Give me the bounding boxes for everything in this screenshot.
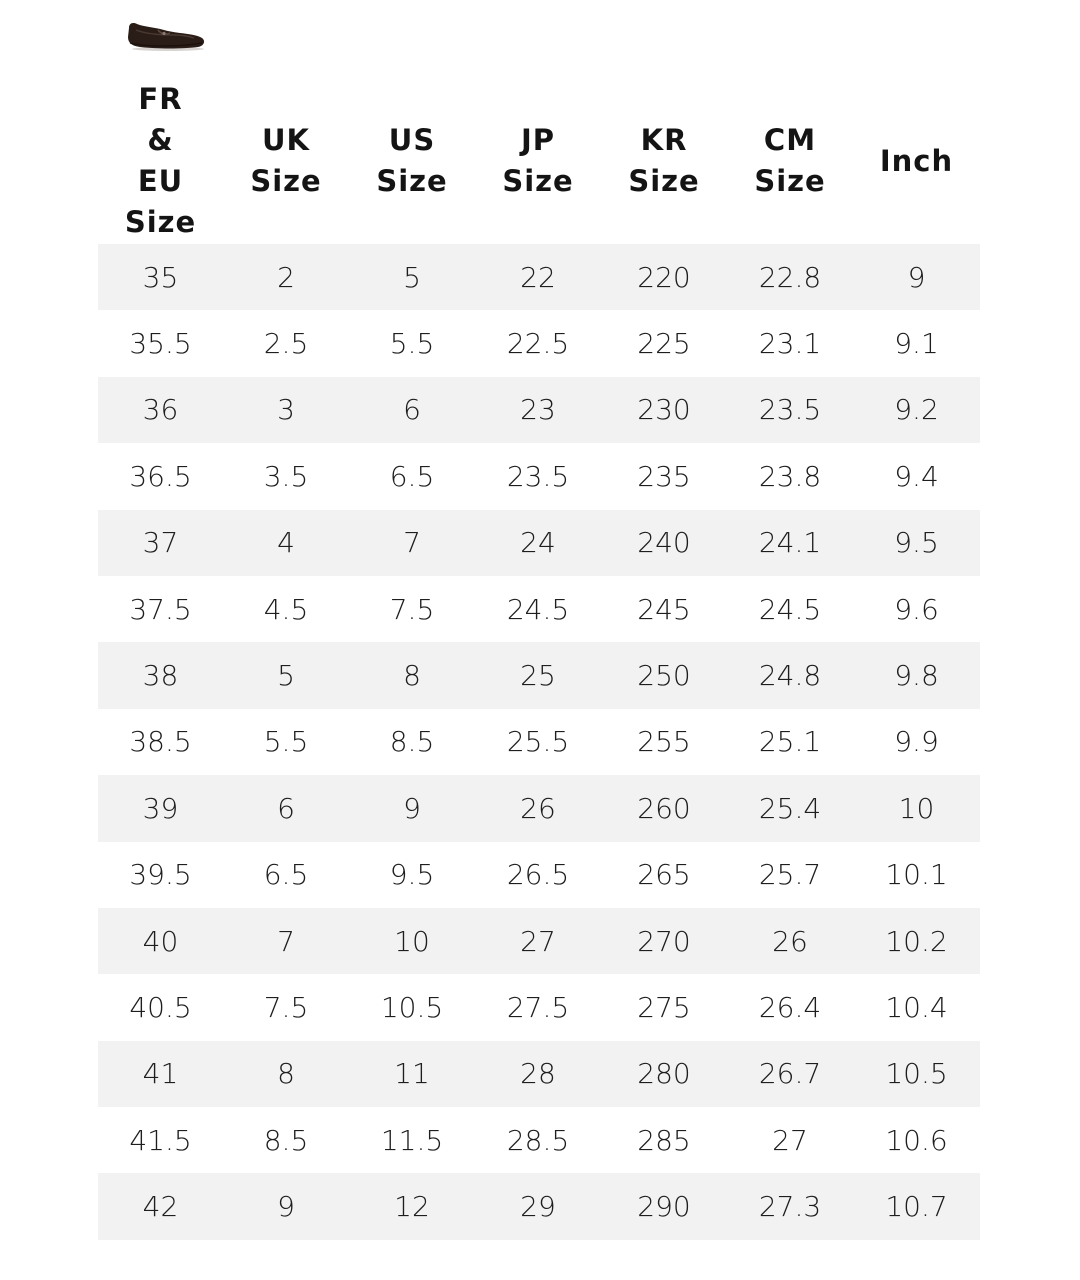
- jp-size-cell: 28: [475, 1041, 601, 1107]
- uk-size-cell: 7.5: [223, 974, 349, 1040]
- cm-size-cell: 25.4: [727, 775, 853, 841]
- size-chart-header: [98, 78, 980, 244]
- kr-size-cell: 260: [601, 775, 727, 841]
- uk-size-cell: 4: [223, 510, 349, 576]
- us-size-cell: 5: [349, 244, 475, 310]
- inch-cell: 10.5: [853, 1041, 980, 1107]
- jp-size-header: JP Size: [502, 123, 574, 198]
- uk-size-cell: 7: [223, 908, 349, 974]
- us-size-header: US Size: [376, 123, 448, 198]
- jp-size-cell: 27: [475, 908, 601, 974]
- cm-size-header: CM Size: [754, 123, 826, 198]
- jp-size-cell: 22.5: [475, 310, 601, 376]
- cm-size-cell: 24.5: [727, 576, 853, 642]
- cm-size-cell: 23.5: [727, 377, 853, 443]
- table-row: [98, 443, 980, 509]
- us-size-cell: 8: [349, 642, 475, 708]
- uk-size-cell: 9: [223, 1173, 349, 1239]
- us-size-cell: 10.5: [349, 974, 475, 1040]
- jp-size-cell: 24: [475, 510, 601, 576]
- table-row: [98, 974, 980, 1040]
- us-size-cell: 7: [349, 510, 475, 576]
- us-size-cell: 8.5: [349, 709, 475, 775]
- inch-cell: 9: [853, 244, 980, 310]
- inch-header: Inch: [879, 143, 954, 178]
- inch-cell: 9.4: [853, 443, 980, 509]
- us-size-cell: 11: [349, 1041, 475, 1107]
- fr-eu-size-cell: 38: [98, 642, 223, 708]
- uk-size-cell: 2: [223, 244, 349, 310]
- us-size-cell: 7.5: [349, 576, 475, 642]
- kr-size-cell: 255: [601, 709, 727, 775]
- inch-cell: 10.6: [853, 1107, 980, 1173]
- cm-size-cell: 26.7: [727, 1041, 853, 1107]
- uk-size-cell: 2.5: [223, 310, 349, 376]
- inch-cell: 9.8: [853, 642, 980, 708]
- fr-eu-size-cell: 40: [98, 908, 223, 974]
- fr-eu-size-cell: 42: [98, 1173, 223, 1239]
- jp-size-cell: 23.5: [475, 443, 601, 509]
- inch-cell: 10.1: [853, 842, 980, 908]
- cm-size-cell: 25.1: [727, 709, 853, 775]
- fr-eu-size-cell: 40.5: [98, 974, 223, 1040]
- inch-cell: 10.4: [853, 974, 980, 1040]
- kr-size-header: KR Size: [628, 123, 700, 198]
- fr-eu-size-cell: 35.5: [98, 310, 223, 376]
- kr-size-cell: 290: [601, 1173, 727, 1239]
- fr-eu-size-cell: 39.5: [98, 842, 223, 908]
- table-row: [98, 1107, 980, 1173]
- fr-eu-size-header: FR & EU Size: [124, 82, 197, 239]
- kr-size-cell: 245: [601, 576, 727, 642]
- cm-size-cell: 24.8: [727, 642, 853, 708]
- jp-size-cell: 22: [475, 244, 601, 310]
- jp-size-cell: 29: [475, 1173, 601, 1239]
- cm-size-cell: 23.8: [727, 443, 853, 509]
- jp-size-cell: 26: [475, 775, 601, 841]
- us-size-cell: 6.5: [349, 443, 475, 509]
- kr-size-cell: 275: [601, 974, 727, 1040]
- jp-size-cell: 28.5: [475, 1107, 601, 1173]
- inch-cell: 9.6: [853, 576, 980, 642]
- fr-eu-size-cell: 36.5: [98, 443, 223, 509]
- cm-size-cell: 25.7: [727, 842, 853, 908]
- kr-size-cell: 230: [601, 377, 727, 443]
- kr-size-cell: 285: [601, 1107, 727, 1173]
- cm-size-cell: 26: [727, 908, 853, 974]
- jp-size-cell: 26.5: [475, 842, 601, 908]
- us-size-cell: 6: [349, 377, 475, 443]
- table-row: [98, 709, 980, 775]
- us-size-cell: 12: [349, 1173, 475, 1239]
- fr-eu-size-cell: 39: [98, 775, 223, 841]
- fr-eu-size-cell: 38.5: [98, 709, 223, 775]
- fr-eu-size-cell: 41: [98, 1041, 223, 1107]
- size-chart-body: [98, 244, 980, 1240]
- kr-size-cell: 250: [601, 642, 727, 708]
- table-row: [98, 775, 980, 841]
- table-row: [98, 1041, 980, 1107]
- kr-size-cell: 240: [601, 510, 727, 576]
- cm-size-cell: 27: [727, 1107, 853, 1173]
- kr-size-cell: 280: [601, 1041, 727, 1107]
- uk-size-cell: 6.5: [223, 842, 349, 908]
- jp-size-cell: 24.5: [475, 576, 601, 642]
- inch-cell: 9.1: [853, 310, 980, 376]
- size-chart-table: [98, 78, 980, 1240]
- cm-size-cell: 26.4: [727, 974, 853, 1040]
- us-size-cell: 9: [349, 775, 475, 841]
- cm-size-cell: 27.3: [727, 1173, 853, 1239]
- fr-eu-size-cell: 37: [98, 510, 223, 576]
- inch-cell: 10.2: [853, 908, 980, 974]
- fr-eu-size-cell: 41.5: [98, 1107, 223, 1173]
- us-size-cell: 9.5: [349, 842, 475, 908]
- table-row: [98, 1173, 980, 1239]
- header-row: [98, 78, 980, 244]
- fr-eu-size-cell: 35: [98, 244, 223, 310]
- uk-size-cell: 4.5: [223, 576, 349, 642]
- uk-size-cell: 5.5: [223, 709, 349, 775]
- uk-size-cell: 8: [223, 1041, 349, 1107]
- table-row: [98, 842, 980, 908]
- uk-size-cell: 6: [223, 775, 349, 841]
- cm-size-cell: 24.1: [727, 510, 853, 576]
- fr-eu-size-cell: 37.5: [98, 576, 223, 642]
- uk-size-cell: 8.5: [223, 1107, 349, 1173]
- inch-cell: 10.7: [853, 1173, 980, 1239]
- cm-size-cell: 22.8: [727, 244, 853, 310]
- inch-cell: 10: [853, 775, 980, 841]
- inch-cell: 9.2: [853, 377, 980, 443]
- table-row: [98, 510, 980, 576]
- kr-size-cell: 220: [601, 244, 727, 310]
- cm-size-cell: 23.1: [727, 310, 853, 376]
- kr-size-cell: 225: [601, 310, 727, 376]
- us-size-cell: 11.5: [349, 1107, 475, 1173]
- uk-size-cell: 5: [223, 642, 349, 708]
- table-row: [98, 576, 980, 642]
- uk-size-cell: 3: [223, 377, 349, 443]
- table-row: [98, 310, 980, 376]
- ballet-flat-shoe-icon: [124, 16, 208, 52]
- jp-size-cell: 25.5: [475, 709, 601, 775]
- kr-size-cell: 265: [601, 842, 727, 908]
- table-row: [98, 908, 980, 974]
- jp-size-cell: 27.5: [475, 974, 601, 1040]
- kr-size-cell: 270: [601, 908, 727, 974]
- table-row: [98, 642, 980, 708]
- table-row: [98, 244, 980, 310]
- kr-size-cell: 235: [601, 443, 727, 509]
- uk-size-cell: 3.5: [223, 443, 349, 509]
- inch-cell: 9.9: [853, 709, 980, 775]
- jp-size-cell: 23: [475, 377, 601, 443]
- fr-eu-size-cell: 36: [98, 377, 223, 443]
- us-size-cell: 5.5: [349, 310, 475, 376]
- table-row: [98, 377, 980, 443]
- inch-cell: 9.5: [853, 510, 980, 576]
- us-size-cell: 10: [349, 908, 475, 974]
- jp-size-cell: 25: [475, 642, 601, 708]
- uk-size-header: UK Size: [250, 123, 322, 198]
